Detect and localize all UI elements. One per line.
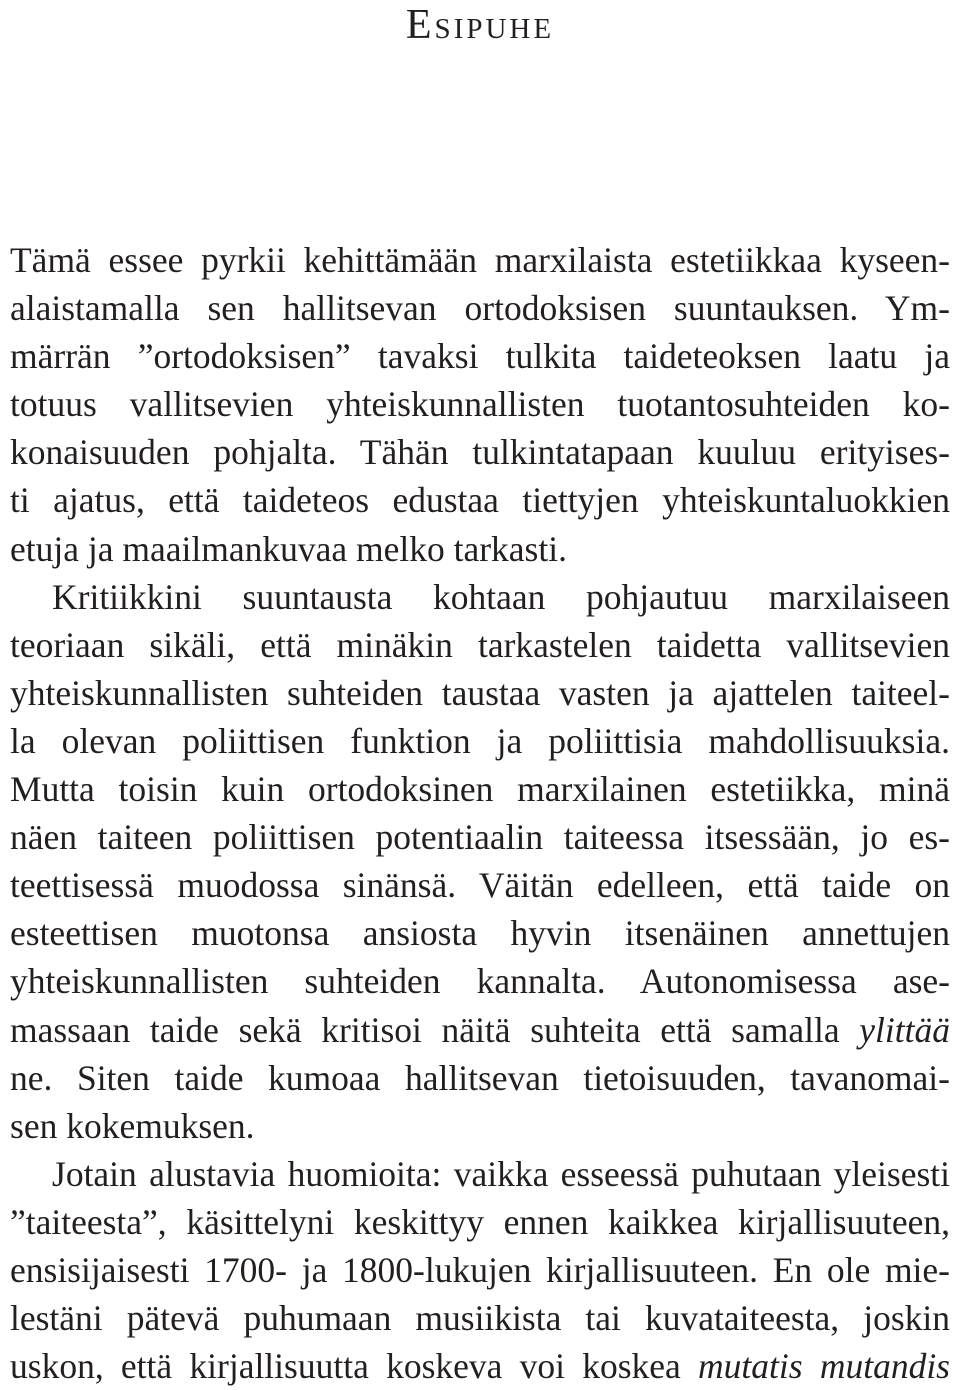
text-line: la olevan poliittisen funktion ja poliittisia mahdollisuuksia. xyxy=(10,720,950,761)
text-segment: massaan taide sekä kritisoi näitä suhteita että samalla xyxy=(10,1009,840,1050)
text-segment: uskon, että kirjallisuutta koskeva voi koskea xyxy=(10,1346,681,1387)
text-line: totuus vallitsevien yhteiskunnallisten tuotantosuhteiden ko- xyxy=(10,384,950,425)
text-line xyxy=(10,1006,950,1054)
text-line: Kritiikkini suuntausta kohtaan pohjautuu marxilaiseen xyxy=(52,576,950,617)
text-line: ensisijaisesti 1700- ja 1800-lukujen kirjallisuuteen. En ole mie- xyxy=(10,1249,950,1290)
text-line: ne. Siten taide kumoaa hallitsevan tietoisuuden, tavanomai- xyxy=(10,1057,950,1098)
text-line: teettisessä muodossa sinänsä. Väitän edelleen, että taide on xyxy=(10,865,950,906)
text-line: Jotain alustavia huomioita: vaikka esseessä puhutaan yleisesti xyxy=(52,1153,950,1194)
page-title: Esipuhe xyxy=(405,2,555,48)
text-line: märrän ”ortodoksisen” tavaksi tulkita taideteoksen laatu ja xyxy=(10,336,950,377)
text-line: etuja ja maailmankuvaa melko tarkasti. xyxy=(10,528,567,569)
text-line: ti ajatus, että taideteos edustaa tiettyjen yhteiskuntaluokkien xyxy=(10,480,950,521)
body-text xyxy=(10,236,950,1390)
text-line: Mutta toisin kuin ortodoksinen marxilainen estetiikka, minä xyxy=(10,769,950,810)
text-line: alaistamalla sen hallitsevan ortodoksisen suuntauksen. Ym- xyxy=(10,288,950,329)
italic-term: mutatis mutandis xyxy=(698,1346,950,1387)
text-line xyxy=(10,1342,950,1390)
text-line: yhteiskunnallisten suhteiden kannalta. Autonomisessa ase- xyxy=(10,961,950,1002)
text-line: näen taiteen poliittisen potentiaalin taiteessa itsessään, jo es- xyxy=(10,817,950,858)
text-line: ”taiteesta”, käsittelyni keskittyy ennen kaikkea kirjallisuuteen, xyxy=(10,1201,950,1242)
text-line: sen kokemuksen. xyxy=(10,1105,255,1146)
italic-term: ylittää xyxy=(859,1009,951,1050)
text-line: Tämä essee pyrkii kehittämään marxilaista estetiikkaa kyseen- xyxy=(10,240,950,280)
text-line: konaisuuden pohjalta. Tähän tulkintatapaan kuuluu erityises- xyxy=(10,432,950,473)
text-line: esteettisen muotonsa ansiosta hyvin itsenäinen annettujen xyxy=(10,913,950,954)
text-line: lestäni pätevä puhumaan musiikista tai kuvataiteesta, joskin xyxy=(10,1298,950,1339)
text-line: teoriaan sikäli, että minäkin tarkastelen taidetta vallitsevien xyxy=(10,624,950,665)
text-line: yhteiskunnallisten suhteiden taustaa vasten ja ajattelen taiteel- xyxy=(10,672,950,713)
